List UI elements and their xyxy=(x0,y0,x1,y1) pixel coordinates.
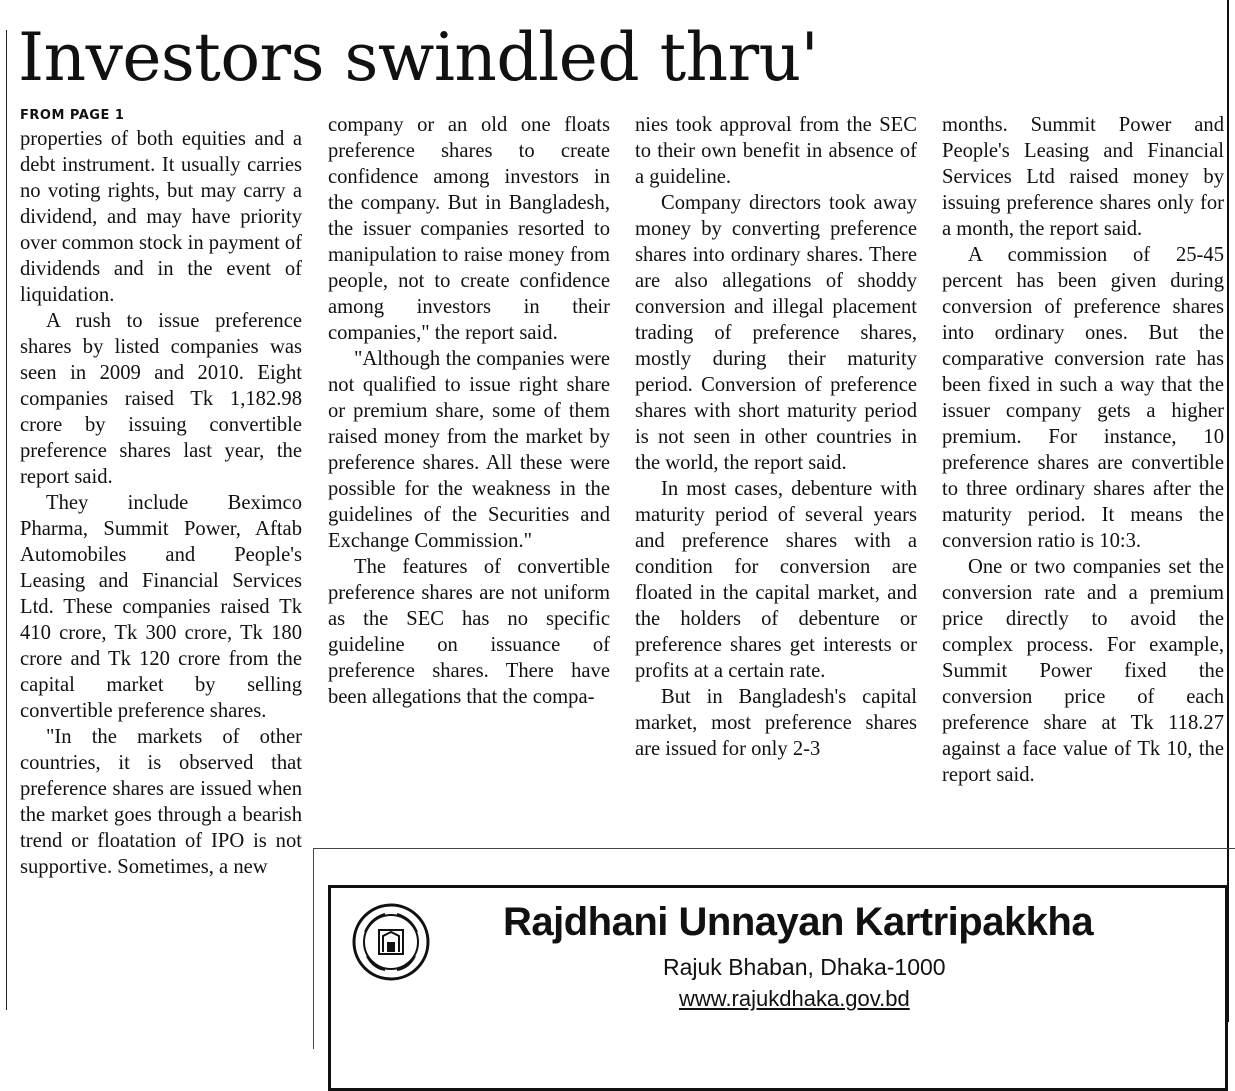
paragraph: "Although the companies were not qualified to issue right share or premium share, some of them raised money from the market by preference shares. All these were possible for the weakness in the guidelines of the Securities and Exchange Commission." xyxy=(328,348,610,552)
rajuk-seal-icon xyxy=(351,902,431,982)
article-column-4 xyxy=(942,112,1224,788)
paragraph: nies took approval from the SEC to their own benefit in absence of a guideline. xyxy=(635,114,917,188)
paragraph: In most cases, debenture with maturity period of several years and preference shares with a condition for conversion are floated in the capital market, and the holders of debenture or preference shares get interests or profits at a certain rate. xyxy=(635,478,917,682)
advertisement-frame xyxy=(328,885,1228,1091)
advertisement-box xyxy=(313,848,1235,1049)
paragraph: They include Beximco Pharma, Summit Power, Aftab Automobiles and People's Leasing and Financial Services Ltd. These companies raised Tk 410 crore, Tk 300 crore, Tk 180 crore and Tk 120 crore from the capital market by selling convertible preference shares. xyxy=(20,492,302,722)
paragraph: months. Summit Power and People's Leasing and Financial Services Ltd raised money by issuing preference shares only for a month, the report said. xyxy=(942,114,1224,240)
paragraph: A rush to issue preference shares by listed companies was seen in 2009 and 2010. Eight companies raised Tk 1,182.98 crore by issuing convertible preference shares last year, the report said. xyxy=(20,310,302,488)
paragraph: company or an old one floats preference shares to create confidence among investors in the company. But in Bangladesh, the issuer companies resorted to manipulation to raise money from people, not to create confidence among investors in their companies," the report said. xyxy=(328,114,610,344)
paragraph: The features of convertible preference shares are not uniform as the SEC has no specific guideline on issuance of preference shares. There have been allegations that the compa- xyxy=(328,556,610,708)
paragraph: But in Bangladesh's capital market, most preference shares are issued for only 2-3 xyxy=(635,686,917,760)
headline: Investors swindled thru' xyxy=(18,19,819,96)
paragraph: properties of both equities and a debt instrument. It usually carries no voting rights, but may carry a dividend, and may have priority over common stock in payment of dividends and in the event of liquidation. xyxy=(20,128,302,306)
article-column-2 xyxy=(328,112,610,710)
article-column-3 xyxy=(635,112,917,762)
jump-label: FROM PAGE 1 xyxy=(20,108,125,123)
organization-website-link[interactable]: www.rajukdhaka.gov.bd xyxy=(679,986,910,1011)
organization-address: Rajuk Bhaban, Dhaka-1000 xyxy=(663,954,946,980)
column-rule-left xyxy=(6,30,7,1010)
organization-name: Rajdhani Unnayan Kartripakkha xyxy=(503,900,1094,944)
paragraph: One or two companies set the conversion rate and a premium price directly to avoid the complex process. For example, Summit Power fixed the conversion price of each preference share at Tk 118.27 against a face value of Tk 10, the report said. xyxy=(942,556,1224,786)
article-column-1 xyxy=(20,108,302,880)
paragraph: Company directors took away money by converting preference shares into ordinary shares. There are also allegations of shoddy conversion and illegal placement trading of preference shares, mostly during their maturity period. Conversion of preference shares with short maturity period is not seen in other countries in the world, the report said. xyxy=(635,192,917,474)
paragraph: A commission of 25-45 percent has been given during conversion of preference shares into ordinary ones. But the comparative conversion rate has been fixed in such a way that the issuer company gets a higher premium. For instance, 10 preference shares are convertible to three ordinary shares after the maturity period. It means the conversion ratio is 10:3. xyxy=(942,244,1224,552)
paragraph: "In the markets of other countries, it is observed that preference shares are issued when the market goes through a bearish trend or floatation of IPO is not supportive. Sometimes, a new xyxy=(20,726,302,878)
